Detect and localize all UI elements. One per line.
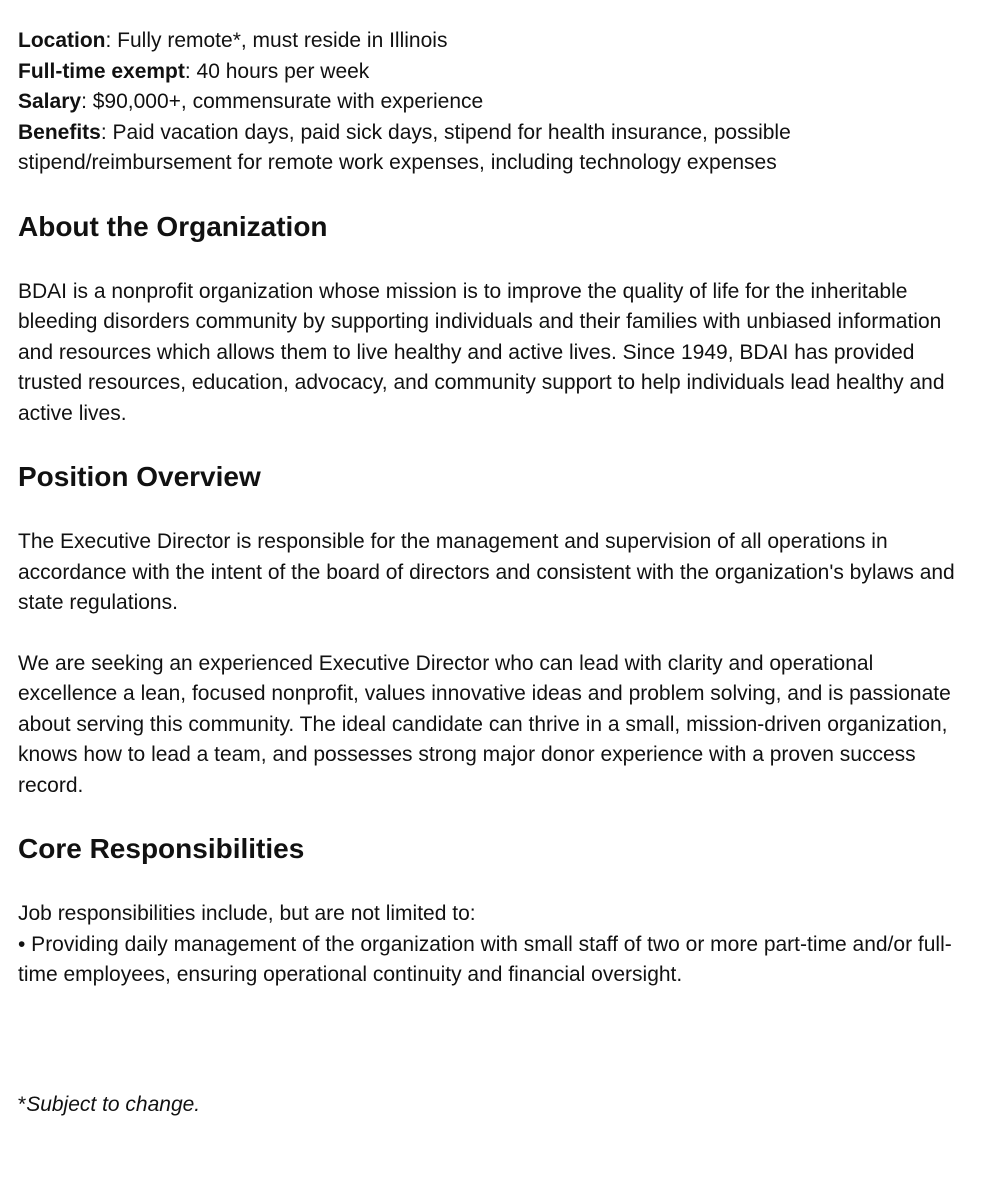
footnote-asterisk: *	[18, 1093, 27, 1116]
benefits-value: : Paid vacation days, paid sick days, stipend for health insurance, possible stipend/reimbursement for remote work expenses, including technology expenses	[18, 120, 791, 174]
location-value: : Fully remote*, must reside in Illinois	[105, 29, 448, 52]
salary-label: Salary	[18, 90, 82, 113]
detail-location	[18, 26, 978, 57]
job-posting	[18, 26, 978, 991]
responsibilities-intro: Job responsibilities include, but are not limited to:	[18, 902, 476, 925]
footnote-text: Subject to change.	[26, 1093, 201, 1116]
footnote	[18, 1090, 200, 1120]
responsibility-bullet: • Providing daily management of the organization with small staff of two or more part-time and/or full-time employees, ensuring operational continuity and financial oversight.	[18, 932, 952, 986]
position-heading: Position Overview	[18, 461, 261, 492]
position-paragraph-2: We are seeking an experienced Executive Director who can lead with clarity and operational excellence a lean, focused nonprofit, values innovative ideas and problem solving, and is passionate about serving this community. The ideal candidate can thrive in a small, mission-driven organization, knows how to lead a team, and possesses strong major donor experience with a proven success record.	[18, 651, 951, 797]
detail-benefits	[18, 118, 978, 179]
salary-value: : $90,000+, commensurate with experience	[81, 90, 484, 113]
detail-salary	[18, 87, 978, 118]
position-paragraph-1: The Executive Director is responsible for the management and supervision of all operations in accordance with the intent of the board of directors and consistent with the organization's bylaws and state regulations.	[18, 530, 955, 614]
responsibilities-heading: Core Responsibilities	[18, 833, 305, 864]
about-heading: About the Organization	[18, 210, 328, 242]
benefits-label: Benefits	[18, 120, 101, 144]
detail-fulltime	[18, 57, 978, 88]
location-label: Location	[18, 29, 106, 52]
fulltime-label: Full-time exempt	[18, 59, 185, 83]
fulltime-value: : 40 hours per week	[184, 59, 370, 83]
about-paragraph: BDAI is a nonprofit organization whose mission is to improve the quality of life for the inheritable bleeding disorders community by supporting individuals and their families with unbiased information and resources which allows them to live healthy and active lives. Since 1949, BDAI has provided trusted resources, education, advocacy, and community support to help individuals lead healthy and active lives.	[18, 279, 945, 425]
